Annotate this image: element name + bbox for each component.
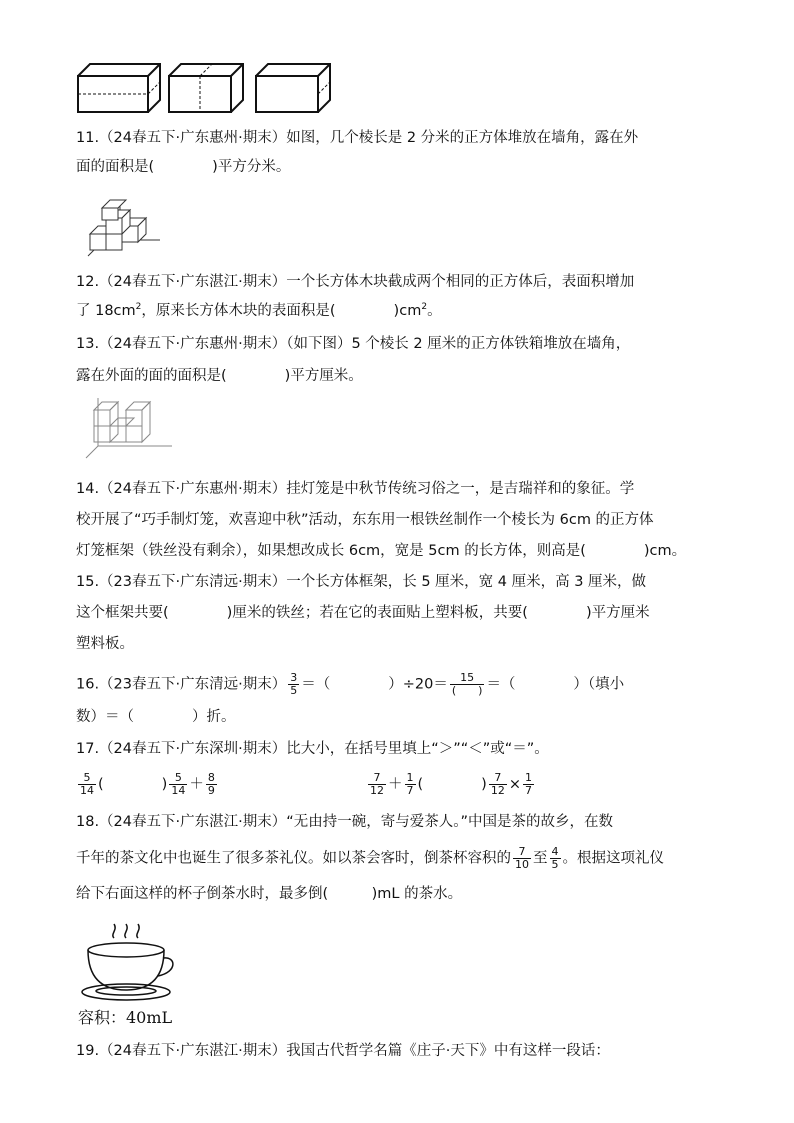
q17-frac-c: $\frac{8}{9}$	[207, 771, 215, 797]
q17-frac-a: $\frac{5}{14}$	[80, 771, 94, 797]
q18-frac-2: $\frac{4}{5}$	[551, 845, 559, 871]
q17-row-right	[366, 772, 536, 797]
q15-line-3: 塑料板。	[76, 636, 134, 652]
q17-plus: ＋	[189, 776, 204, 793]
q12-text-a: 了 18cm	[76, 303, 136, 319]
q17-plus-2: ＋	[388, 776, 403, 793]
q16-line-2: 数）＝（ ）折。	[76, 709, 236, 725]
q17-times: ×	[508, 776, 521, 793]
q14-line-3: 灯笼框架（铁丝没有剩余），如果想改成长 6cm，宽是 5cm 的长方体，则高是( )cm。	[76, 543, 687, 559]
tea-cup-icon	[78, 920, 182, 1006]
q12-sup-2: 2	[421, 302, 428, 313]
three-boxes-figure	[76, 62, 346, 114]
q16-mid-2: ＝（ ）（填小	[486, 676, 625, 693]
q18-text-b: 。根据这项礼仪	[562, 850, 664, 867]
q16-mid-1: ＝（ ）÷20＝	[301, 676, 448, 693]
q18-to: 至	[533, 850, 548, 867]
q18-line-1: 18.（24春五下·广东湛江·期末）“无由持一碗，寄与爱茶人。”中国是茶的故乡，在数	[76, 814, 613, 830]
q18-frac-1: $\frac{7}{10}$	[515, 845, 529, 871]
q18-text-a: 千年的茶文化中也诞生了很多茶礼仪。如以茶会客时，倒茶杯容积的	[76, 850, 511, 867]
q18-line-3: 给下右面这样的杯子倒茶水时，最多倒( )mL 的茶水。	[76, 886, 463, 902]
q17-paren-right: ( )	[417, 776, 487, 793]
q12-text-c: 。	[427, 303, 442, 319]
q12-sup-1: 2	[135, 302, 142, 313]
q16-fraction-2: $\frac{15}{( )}$	[451, 671, 483, 697]
q17-frac-f: $\frac{7}{12}$	[490, 771, 505, 797]
q13-iron-box-figure	[84, 396, 174, 460]
q11-line-1: 11.（24春五下·广东惠州·期末）如图，几个棱长是 2 分米的正方体堆放在墙角，露在外	[76, 130, 639, 146]
q14-line-1: 14.（24春五下·广东惠州·期末）挂灯笼是中秋节传统习俗之一，是吉瑞祥和的象征。学	[76, 481, 635, 497]
q17-frac-g: $\frac{1}{7}$	[524, 771, 532, 797]
q17-line-1: 17.（24春五下·广东深圳·期末）比大小，在括号里填上“＞”“＜”或“＝”。	[76, 741, 549, 757]
q16-prefix: 16.（23春五下·广东清远·期末）	[76, 676, 287, 693]
q17-row-left	[76, 772, 219, 797]
q12-line-2	[76, 301, 442, 321]
q19-line-1: 19.（24春五下·广东湛江·期末）我国古代哲学名篇《庄子·天下》中有这样一段话：	[76, 1043, 610, 1059]
q13-line-2: 露在外面的面的面积是( )平方厘米。	[76, 368, 363, 384]
q17-frac-b: $\frac{5}{14}$	[171, 771, 186, 797]
q11-line-2: 面的面积是( )平方分米。	[76, 159, 291, 175]
q18-line-2	[76, 846, 664, 871]
q16-fraction-1: $\frac{3}{5}$	[290, 671, 298, 697]
q15-line-1: 15.（23春五下·广东清远·期末）一个长方体框架，长 5 厘米，宽 4 厘米，高 3 厘米，做	[76, 574, 647, 590]
q16-line-1	[76, 672, 624, 697]
q18-caption: 容积：40mL	[78, 1008, 173, 1027]
q15-line-2: 这个框架共要( )厘米的铁丝；若在它的表面贴上塑料板，共要( )平方厘米	[76, 605, 650, 621]
q17-frac-d: $\frac{7}{12}$	[370, 771, 384, 797]
q11-cube-stack-figure	[84, 196, 164, 258]
q14-line-2: 校开展了“巧手制灯笼，欢喜迎中秋”活动，东东用一根铁丝制作一个棱长为 6cm 的正方体	[76, 512, 654, 528]
q17-frac-e: $\frac{1}{7}$	[406, 771, 414, 797]
q17-paren-left: ( )	[98, 776, 168, 793]
q12-line-1: 12.（24春五下·广东湛江·期末）一个长方体木块截成两个相同的正方体后，表面积增加	[76, 274, 635, 290]
q12-text-b: ，原来长方体木块的表面积是( )cm	[141, 303, 422, 319]
q13-line-1: 13.（24春五下·广东惠州·期末）（如下图）5 个棱长 2 厘米的正方体铁箱堆放在墙角，	[76, 336, 631, 352]
